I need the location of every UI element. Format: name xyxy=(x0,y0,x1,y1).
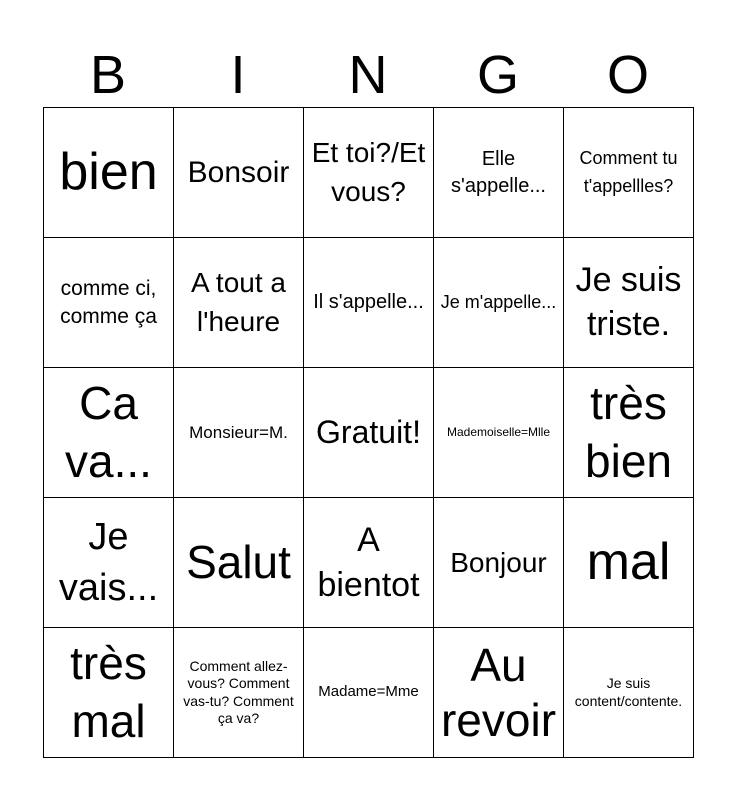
bingo-cell-r3c4[interactable] xyxy=(434,368,564,498)
cell-text: A bientot xyxy=(317,521,420,604)
cell-text: Je suis triste. xyxy=(575,260,682,343)
cell-text: Je suis content/contente. xyxy=(574,675,683,709)
bingo-board xyxy=(43,107,694,758)
cell-text: Bonjour xyxy=(450,546,547,578)
cell-text: Ca va... xyxy=(65,377,152,487)
cell-text: mal xyxy=(586,533,671,592)
cell-text: comme ci, comme ça xyxy=(60,277,157,328)
cell-text: Il s'appelle... xyxy=(313,291,424,313)
cell-text: Je m'appelle... xyxy=(440,291,557,312)
cell-text: Elle s'appelle... xyxy=(451,147,546,197)
cell-text: A tout a l'heure xyxy=(191,266,286,337)
cell-text: Je vais... xyxy=(58,516,159,609)
bingo-cell-r2c5[interactable] xyxy=(564,238,694,368)
cell-text: Bonsoir xyxy=(187,155,290,189)
cell-text: Et toi?/Et vous? xyxy=(311,136,426,207)
cell-text: Monsieur=M. xyxy=(189,422,288,442)
cell-text: très mal xyxy=(70,637,147,747)
bingo-cell-r3c5[interactable] xyxy=(564,368,694,498)
bingo-cell-r4c5[interactable] xyxy=(564,498,694,628)
bingo-cell-r1c2[interactable] xyxy=(174,108,304,238)
cell-text: bien xyxy=(59,143,158,202)
bingo-cell-r4c3[interactable] xyxy=(304,498,434,628)
bingo-cell-r5c2[interactable] xyxy=(174,628,304,758)
header-letter-g: G xyxy=(476,45,519,105)
cell-text: Madame=Mme xyxy=(318,683,419,701)
cell-text: Gratuit! xyxy=(316,413,421,450)
bingo-cell-r4c4[interactable] xyxy=(434,498,564,628)
bingo-cell-r3c3[interactable] xyxy=(304,368,434,498)
header-letter-n: N xyxy=(348,45,388,105)
cell-text: Comment allez-vous? Comment vas-tu? Comment ça va? xyxy=(183,657,294,726)
bingo-cell-r3c2[interactable] xyxy=(174,368,304,498)
cell-text: Salut xyxy=(186,535,291,588)
bingo-cell-r2c3[interactable] xyxy=(304,238,434,368)
bingo-cell-r4c1[interactable] xyxy=(44,498,174,628)
bingo-cell-r2c1[interactable] xyxy=(44,238,174,368)
bingo-cell-r5c3[interactable] xyxy=(304,628,434,758)
bingo-cell-r5c1[interactable] xyxy=(44,628,174,758)
bingo-cell-r1c5[interactable] xyxy=(564,108,694,238)
cell-text: très bien xyxy=(585,377,672,487)
bingo-cell-r1c4[interactable] xyxy=(434,108,564,238)
cell-text: Comment tu t'appellles? xyxy=(579,147,678,196)
bingo-cell-r1c1[interactable] xyxy=(44,108,174,238)
header-letter-b: B xyxy=(89,45,127,105)
bingo-cell-r4c2[interactable] xyxy=(174,498,304,628)
bingo-cell-r2c4[interactable] xyxy=(434,238,564,368)
header-letter-i: I xyxy=(230,45,246,105)
bingo-cell-r5c4[interactable] xyxy=(434,628,564,758)
cell-text: Au revoir xyxy=(440,639,557,746)
bingo-cell-r3c1[interactable] xyxy=(44,368,174,498)
cell-text: Mademoiselle=Mlle xyxy=(446,424,551,439)
bingo-header xyxy=(43,44,693,106)
bingo-cell-r2c2[interactable] xyxy=(174,238,304,368)
header-letter-o: O xyxy=(606,45,649,105)
bingo-cell-r1c3[interactable] xyxy=(304,108,434,238)
bingo-cell-r5c5[interactable] xyxy=(564,628,694,758)
